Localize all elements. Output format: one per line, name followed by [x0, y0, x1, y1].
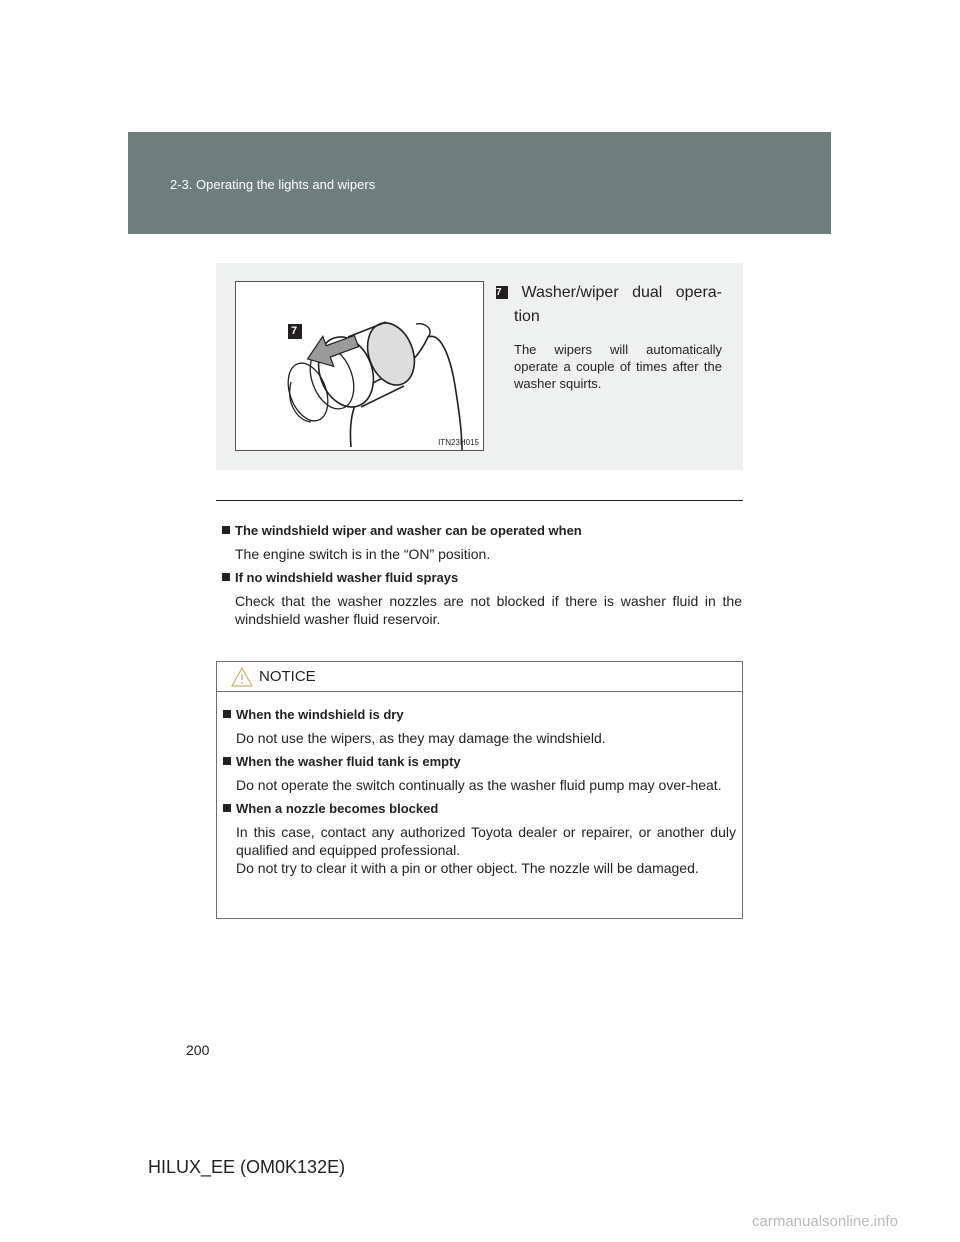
wiper-lever-drawing: [236, 282, 483, 450]
wiper-switch-illustration: [235, 281, 484, 451]
bullet-square-icon: [223, 757, 231, 765]
notice-box: [216, 661, 743, 919]
page-number: 200: [186, 1042, 210, 1058]
bullet-square-icon: [222, 573, 230, 581]
notice-item-body: In this case, contact any authorized Toyota dealer or repairer, or another duly qualified and equipped professional.: [236, 824, 736, 858]
caption-title-line-1: [496, 281, 722, 305]
notice-item-heading-text: When the windshield is dry: [236, 707, 404, 722]
notice-item-body: Do not operate the switch continually as the washer fluid pump may over-heat.: [236, 777, 722, 793]
note-heading: [222, 522, 742, 539]
image-code: ITN23H015: [438, 438, 479, 447]
notice-header: [217, 662, 742, 692]
note-heading-text: The windshield wiper and washer can be operated when: [235, 523, 582, 538]
figure-panel: [216, 263, 743, 470]
notice-item-heading: [223, 800, 736, 817]
notice-body: [217, 692, 742, 877]
notice-label: NOTICE: [259, 668, 316, 685]
caption-body: The wipers will automatically operate a couple of times after the washer squirts.: [514, 342, 722, 391]
notice-item-heading-text: When the washer fluid tank is empty: [236, 754, 461, 769]
caption-title: Washer/wiper dual opera-: [521, 284, 722, 301]
header-band: [128, 132, 831, 234]
figure-caption: [496, 281, 722, 392]
notes-list: [222, 518, 742, 634]
notice-item-body-2: Do not try to clear it with a pin or other object. The nozzle will be damaged.: [236, 860, 699, 876]
callout-number: 7: [291, 325, 298, 337]
section-title: 2-3. Operating the lights and wipers: [170, 177, 376, 192]
notice-item-heading: [223, 706, 736, 723]
warning-triangle-icon: [231, 667, 253, 687]
bullet-square-icon: [222, 526, 230, 534]
section-divider: [216, 500, 743, 501]
note-heading: [222, 569, 742, 586]
note-heading-text: If no windshield washer fluid sprays: [235, 570, 459, 585]
notice-item-heading-text: When a nozzle becomes blocked: [236, 801, 439, 816]
note-body: Check that the washer nozzles are not blocked if there is washer fluid in the windshield washer fluid reservoir.: [235, 593, 742, 627]
watermark: carmanualsonline.info: [752, 1213, 898, 1230]
manual-code: HILUX_EE (OM0K132E): [148, 1157, 346, 1177]
notice-item-body: Do not use the wipers, as they may damage the windshield.: [236, 730, 606, 746]
bullet-square-icon: [223, 804, 231, 812]
note-body: The engine switch is in the “ON” position.: [235, 546, 491, 562]
callout-badge: 7: [496, 286, 508, 299]
caption-title-line-2: tion: [514, 308, 540, 325]
bullet-square-icon: [223, 710, 231, 718]
notice-item-heading: [223, 753, 736, 770]
